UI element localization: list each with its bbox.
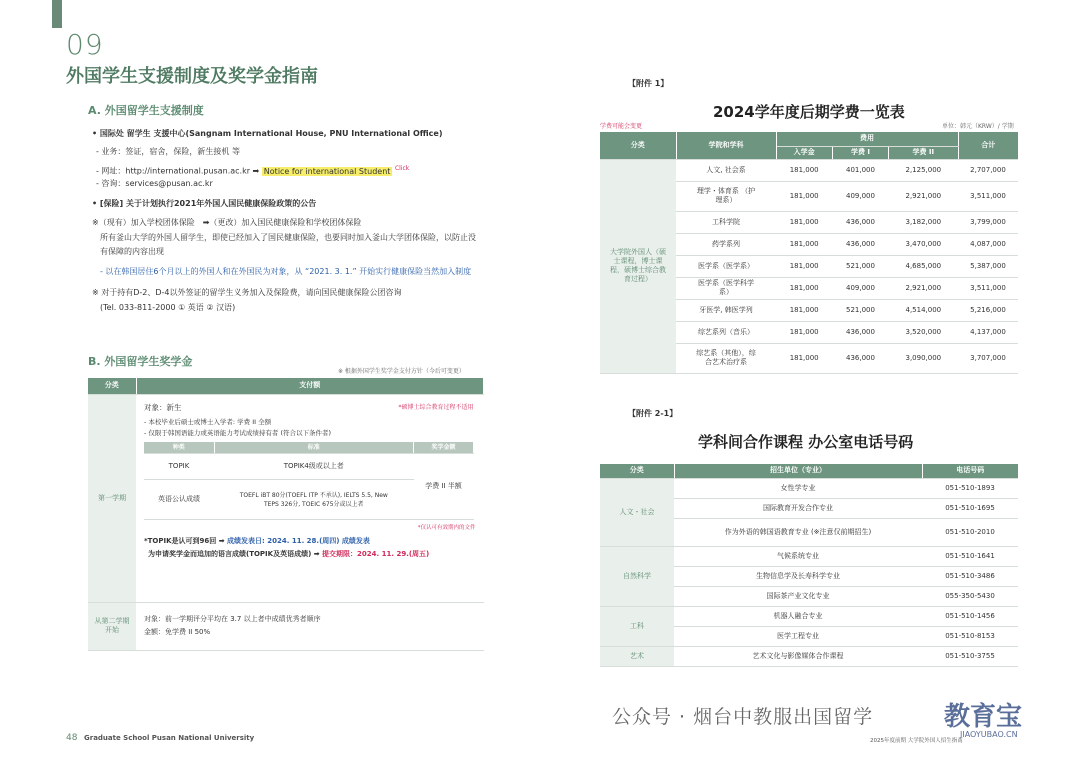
phone-unit-cell: 女性学专业 xyxy=(674,478,922,498)
notice-link[interactable]: Notice for international Student xyxy=(263,166,391,176)
a-line-tasks: - 业务：签证，宿舍，保险，新生接机 等 xyxy=(96,147,240,156)
click-badge[interactable]: Click xyxy=(394,165,410,172)
fee-value-cell: 181,000 xyxy=(776,321,832,343)
fee-value-cell: 2,707,000 xyxy=(958,159,1018,181)
phone-unit-cell: 国际教育开发合作专业 xyxy=(674,498,922,518)
footer-right: 2025年度前期 大学院外国人招生指南 xyxy=(870,738,963,744)
fee-value-cell: 2,921,000 xyxy=(889,181,958,211)
a-line-insurance-title: • [保险] 关于计划执行2021年外国人国民健康保险政策的公告 xyxy=(92,199,317,208)
fee-value-cell: 4,514,000 xyxy=(889,299,958,321)
a-line-website xyxy=(96,163,409,178)
fee-college-cell: 理学・体育系 （护理系） xyxy=(676,181,776,211)
fee-category-cell: 大学院外国人（硕士课程，博士课程，硕博士综合教育过程） xyxy=(600,159,676,373)
phone-category-cell: 人文・社会 xyxy=(600,478,674,546)
scholarship-table xyxy=(88,378,484,651)
phone-row xyxy=(600,478,1018,498)
sem1-line1: - 本校毕业后硕士或博士入学者: 学费 II 全额 xyxy=(144,417,272,426)
page-number: 48 xyxy=(66,733,78,743)
phone-number-cell: 051-510-3755 xyxy=(922,646,1018,666)
phone-number-cell: 051-510-1456 xyxy=(922,606,1018,626)
chapter-number: 09 xyxy=(66,28,104,61)
fee-value-cell: 181,000 xyxy=(776,181,832,211)
fee-value-cell: 181,000 xyxy=(776,233,832,255)
fee-row xyxy=(600,159,1018,181)
a-line-insurance-change: ※（现有）加入学校团体保险 ➡（更改）加入国民健康保险和学校团体保险 xyxy=(92,218,362,227)
footer-school: Graduate School Pusan National University xyxy=(84,734,255,742)
fee-value-cell: 436,000 xyxy=(832,343,888,373)
phone-row xyxy=(600,606,1018,626)
fee-college-cell: 综艺系（其他），综合艺术治疗系 xyxy=(676,343,776,373)
deadline-date: 提交期限：2024. 11. 29.(周五) xyxy=(322,550,430,558)
phone-number-cell: 051-510-2010 xyxy=(922,518,1018,546)
top-accent-bar xyxy=(52,0,62,28)
fee-value-cell: 2,921,000 xyxy=(889,277,958,299)
website-text: - 网址：http://international.pusan.ac.kr xyxy=(96,166,250,176)
fee-value-cell: 521,000 xyxy=(832,255,888,277)
phone-head-number: 电话号码 xyxy=(922,464,1018,478)
tuition-unit: 单位：韩元（KRW）/ 学期 xyxy=(942,123,1014,130)
fee-value-cell: 181,000 xyxy=(776,343,832,373)
fee-college-cell: 药学系列 xyxy=(676,233,776,255)
inner-topik-standard: TOPIK4级或以上者 xyxy=(214,454,414,480)
sch-head-amount: 支付额 xyxy=(136,378,484,394)
phone-category-cell: 自然科学 xyxy=(600,546,674,606)
attachment-1-label: 【附件 1】 xyxy=(628,79,669,88)
phone-number-cell: 051-510-1893 xyxy=(922,478,1018,498)
a-line-insurance-desc2: 有保障的内容出现 xyxy=(100,247,164,256)
fee-value-cell: 181,000 xyxy=(776,159,832,181)
topik-text: *TOPIK是认可到96回 ➡ xyxy=(144,537,228,545)
phone-head-unit: 招生单位（专业） xyxy=(674,464,922,478)
deadline-line xyxy=(144,550,476,559)
inner-english-type: 英语公认成绩 xyxy=(144,480,214,520)
sem1-content xyxy=(136,394,484,602)
fee-value-cell: 4,087,000 xyxy=(958,233,1018,255)
fee-value-cell: 3,470,000 xyxy=(889,233,958,255)
sch-head-category: 分类 xyxy=(88,378,136,394)
phone-row xyxy=(600,646,1018,666)
sem1-target: 对象：新生 xyxy=(144,402,182,412)
fee-head-total: 合计 xyxy=(958,132,1018,159)
a-line-tel: (Tel. 033-811-2000 ① 英语 ② 汉语) xyxy=(100,303,236,312)
phone-table xyxy=(600,464,1018,667)
fee-value-cell: 181,000 xyxy=(776,255,832,277)
attachment-2-label: 【附件 2-1】 xyxy=(628,409,678,418)
sem2-line2: 金额：免学费 II 50% xyxy=(144,628,211,636)
sem1-cell: 第一学期 xyxy=(88,394,136,602)
fee-value-cell: 409,000 xyxy=(832,181,888,211)
page-title: 外国学生支援制度及奖学金指南 xyxy=(66,66,318,87)
sem1-line2: - 仅限于韩国语能力或英语能力考试成绩持有者 (符合以下条件者) xyxy=(144,428,332,437)
fee-head-category: 分类 xyxy=(600,132,676,159)
inner-head-standard: 标准 xyxy=(214,442,414,454)
fee-value-cell: 409,000 xyxy=(832,277,888,299)
sem2-line1: 对象：前一学期评分平均在 3.7 以上者中成绩优秀者顺序 xyxy=(144,615,321,623)
phone-head-category: 分类 xyxy=(600,464,674,478)
fee-value-cell: 3,511,000 xyxy=(958,277,1018,299)
fee-value-cell: 401,000 xyxy=(832,159,888,181)
fee-head-college: 学院和学科 xyxy=(676,132,776,159)
watermark-logo: 教育宝 xyxy=(944,702,1023,732)
a-line-visa-note: ※ 对于持有D-2、D-4以外签证的留学生义务加入及保险费，请向国民健康保险公团咨询 xyxy=(92,288,402,297)
inner-english-standard: TOEFL iBT 80分(TOEFL ITP 不承认), IELTS 5.5, New TEPS 326分, TOEIC 675分或以上者 xyxy=(214,480,414,520)
phone-number-cell: 051-510-3486 xyxy=(922,566,1018,586)
fee-value-cell: 5,387,000 xyxy=(958,255,1018,277)
fee-sub-tuition1: 学费 I xyxy=(832,146,888,159)
fee-college-cell: 综艺系列（音乐） xyxy=(676,321,776,343)
section-b-heading: B. 外国留学生奖学金 xyxy=(88,355,193,368)
fee-value-cell: 3,090,000 xyxy=(889,343,958,373)
phone-number-cell: 051-510-8153 xyxy=(922,626,1018,646)
fee-value-cell: 436,000 xyxy=(832,233,888,255)
fee-sub-tuition2: 学费 II xyxy=(889,146,958,159)
phone-unit-cell: 作为外语的韩国语教育专业 (※注意仅前期招生) xyxy=(674,518,922,546)
fee-value-cell: 3,799,000 xyxy=(958,211,1018,233)
phone-number-cell: 051-510-1695 xyxy=(922,498,1018,518)
fee-college-cell: 人文, 社会系 xyxy=(676,159,776,181)
phone-title: 学科间合作课程 办公室电话号码 xyxy=(698,433,914,451)
fee-value-cell: 4,685,000 xyxy=(889,255,958,277)
sem1-warning: *硕博士综合教育过程不适用 xyxy=(398,403,474,411)
phone-category-cell: 艺术 xyxy=(600,646,674,666)
watermark-url: JIAOYUBAO.CN xyxy=(960,730,1018,739)
phone-unit-cell: 国际茶产业文化专业 xyxy=(674,586,922,606)
phone-unit-cell: 气候系统专业 xyxy=(674,546,922,566)
a-line-insurance-policy: - 以在韩国居住6个月以上的外国人和在外国民为对象，从 “2021. 3. 1.” 开始实行健康保险当然加入制度 xyxy=(100,267,472,276)
fee-college-cell: 医学系（医学系） xyxy=(676,255,776,277)
inner-amount: 学费 II 半额 xyxy=(414,454,474,520)
a-line-office: • 国际处 留学生 支援中心(Sangnam International House, PNU International Office) xyxy=(92,129,443,138)
section-a-heading: A. 外国留学生支援制度 xyxy=(88,104,204,117)
scholarship-note: ※ 根据外国学生奖学金支付方针（今后可变更） xyxy=(338,368,465,375)
fee-value-cell: 181,000 xyxy=(776,299,832,321)
fee-value-cell: 436,000 xyxy=(832,321,888,343)
deadline-text: 为申请奖学金而追加的语言成绩(TOPIK及英语成绩) ➡ xyxy=(148,550,323,558)
fee-value-cell: 181,000 xyxy=(776,211,832,233)
tuition-may-change: 学费可能会变更 xyxy=(600,123,643,130)
tuition-table xyxy=(600,132,1018,374)
fee-college-cell: 工科学院 xyxy=(676,211,776,233)
topik-date: 成绩发表日: 2024. 11. 28.(周四) 成绩发表 xyxy=(227,537,370,545)
fee-value-cell: 4,137,000 xyxy=(958,321,1018,343)
fee-value-cell: 5,216,000 xyxy=(958,299,1018,321)
fee-value-cell: 3,707,000 xyxy=(958,343,1018,373)
sem2-content xyxy=(136,602,484,650)
a-line-contact: - 咨询：services@pusan.ac.kr xyxy=(96,179,213,188)
watermark-text: 公众号 · 烟台中教服出国留学 xyxy=(612,706,874,728)
fee-value-cell: 3,182,000 xyxy=(889,211,958,233)
phone-number-cell: 051-510-1641 xyxy=(922,546,1018,566)
sem1-valid-note: *仅认可有效期内的文件 xyxy=(417,525,476,531)
phone-category-cell: 工科 xyxy=(600,606,674,646)
fee-college-cell: 牙医学, 韩医学列 xyxy=(676,299,776,321)
fee-head-cost: 费用 xyxy=(776,132,958,146)
inner-topik-type: TOPIK xyxy=(144,454,214,480)
phone-unit-cell: 医学工程专业 xyxy=(674,626,922,646)
topik-line xyxy=(144,537,476,546)
a-line-insurance-desc1: 所有釜山大学的外国人留学生，即使已经加入了国民健康保险，也要同时加入釜山大学团体保险，以防止没 xyxy=(100,233,476,242)
arrow-right-icon: ➡ xyxy=(252,166,262,176)
phone-unit-cell: 艺术文化与影像媒体合作课程 xyxy=(674,646,922,666)
fee-sub-admission: 入学金 xyxy=(776,146,832,159)
fee-value-cell: 181,000 xyxy=(776,277,832,299)
inner-head-amount: 奖学金额 xyxy=(414,442,474,454)
phone-row xyxy=(600,546,1018,566)
language-criteria-table xyxy=(144,442,474,521)
phone-unit-cell: 生物信息学及长寿科学专业 xyxy=(674,566,922,586)
fee-value-cell: 436,000 xyxy=(832,211,888,233)
phone-number-cell: 055-350-5430 xyxy=(922,586,1018,606)
fee-college-cell: 医学系（医学科学系） xyxy=(676,277,776,299)
fee-value-cell: 521,000 xyxy=(832,299,888,321)
inner-head-type: 种类 xyxy=(144,442,214,454)
phone-unit-cell: 机器人融合专业 xyxy=(674,606,922,626)
tuition-title: 2024学年度后期学费一览表 xyxy=(713,103,905,121)
sem2-cell: 从第二学期开始 xyxy=(88,602,136,650)
fee-value-cell: 3,520,000 xyxy=(889,321,958,343)
fee-value-cell: 2,125,000 xyxy=(889,159,958,181)
fee-value-cell: 3,511,000 xyxy=(958,181,1018,211)
